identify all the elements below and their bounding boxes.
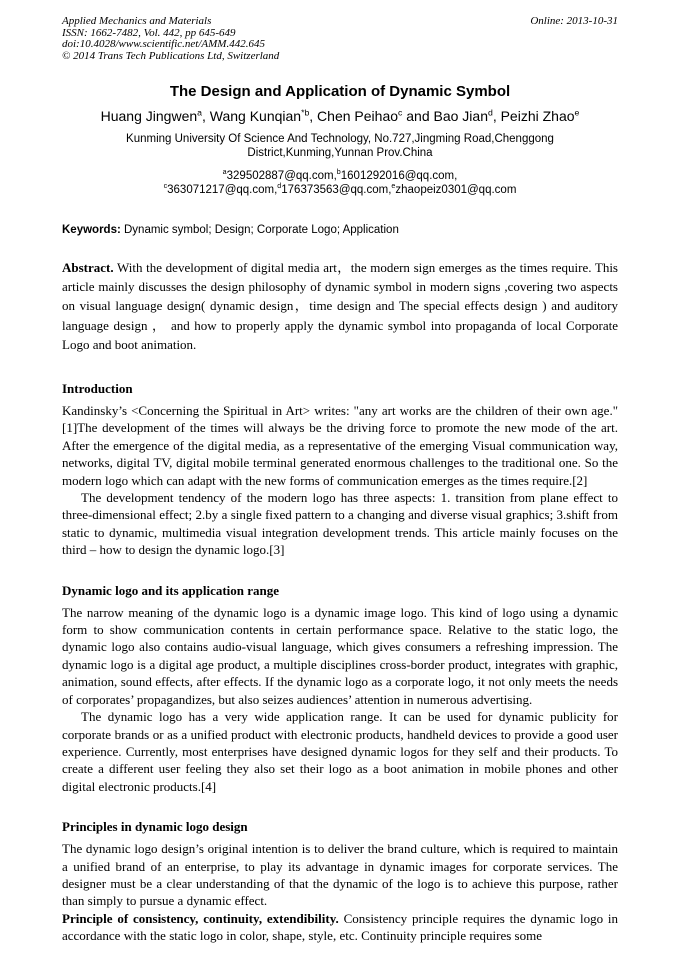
- abstract-paragraph: Abstract. With the development of digital media art，the modern sign emerges as the times require. This article mainly discusses the design philosophy of dynamic symbol in modern signs ,covering two aspects on visual language design( dynamic design，time design and The special effects design ) and auditory language design ， and how to properly apply the dynamic symbol into propaganda of local Corporate Logo and boot animation.: [62, 260, 618, 352]
- principles-paragraph-1: The dynamic logo design’s original intention is to deliver the brand culture, which is required to maintain a unified brand of an enterprise, to play its advantage in dynamic images for corporate services. The designer must be a clear understanding of that the dynamic of the logo is to achieve this purpose, rather than simply to pursue a dynamic effect.: [62, 841, 618, 909]
- affiliation-line-1: Kunming University Of Science And Technology, No.727,Jingming Road,Chenggong: [126, 133, 554, 145]
- application-range-paragraph-1: The narrow meaning of the dynamic logo is a dynamic image logo. This kind of logo using a dynamic form to show communication contents in certain performance space. Relative to the static logo, the dynamic logo also contains audio-visual language, which gives consumers a refreshing impression. The dynamic logo is a digital age product, a multiple disciplines cross-border product, integrates with graphic, animation, sound effects, after effects. If the dynamic logo as a corporate logo, it not only meets the needs of corporates’ propagandizes, but also seizes audiences’ attention in numerous advertising.: [62, 604, 618, 707]
- introduction-paragraph-1: Kandinsky’s <Concerning the Spiritual in Art> writes: "any art works are the children of their own age." [1]The development of the times will always be the driving force to promote the new mode of the art. After the emergence of the digital media, as a representative of the emerging Visual communication way, networks, digital TV, digital mobile terminal generated enormous challenges to the traditional one. So the modern logo which can adapt with the new forms of communication emerges as the times require.[2]: [62, 403, 618, 488]
- copyright-line: © 2014 Trans Tech Publications Ltd, Switzerland: [62, 49, 280, 62]
- section-heading-principles: Principles in dynamic logo design: [62, 819, 248, 835]
- journal-header-left: [62, 16, 279, 62]
- section-heading-introduction: Introduction: [62, 381, 133, 397]
- application-range-paragraph-2: The dynamic logo has a very wide application range. It can be used for dynamic publicity for corporate brands or as a unified product with electronic products, handheld devices to provide a good user experience. Currently, most enterprises have designed dynamic logos for they self and their products. To create a different user feeling they also set their logo as a boot animation in mobile phones and other digital electronic products.[4]: [62, 709, 618, 794]
- keywords-line: Keywords: Dynamic symbol; Design; Corporate Logo; Application: [62, 224, 399, 236]
- section-principles: [62, 819, 618, 944]
- emails-line-2: $^c$363071217@qq.com,$^d$176373563@qq.com,$^e$zhaopeiz0301@qq.com: [163, 182, 517, 196]
- journal-name: Applied Mechanics and Materials: [62, 15, 212, 27]
- doi-line: doi:10.4028/www.scientific.net/AMM.442.645: [62, 38, 265, 50]
- affiliation: [62, 132, 618, 160]
- issn-volume-pages: ISSN: 1662-7482, Vol. 442, pp 645-649: [62, 26, 236, 39]
- section-heading-application-range: Dynamic logo and its application range: [62, 582, 280, 598]
- emails-line-1: $^a$329502887@qq.com,$^b$1601292016@qq.com,: [222, 168, 458, 182]
- author-emails: [62, 169, 618, 197]
- authors-line: Huang Jingwen$^a$, Wang Kunqian$^{*b}$, Chen Peihao$^c$ and Bao Jian$^d$, Peizhi Zhao$^e$: [100, 107, 580, 124]
- journal-header: [62, 16, 618, 62]
- section-introduction: [62, 381, 618, 559]
- principles-paragraph-2: Principle of consistency, continuity, extendibility. Consistency principle requires the dynamic logo in accordance with the static logo in color, shape, style, etc. Continuity principle requires some: [62, 910, 618, 944]
- paper-title: The Design and Application of Dynamic Symbol: [169, 83, 511, 100]
- introduction-paragraph-2: The development tendency of the modern logo has three aspects: 1. transition from plane effect to three-dimensional effect; 2.by a single fixed pattern to a changing and diverse visual graphics; 3.shift from static to dynamic, multimedia visual integration development trends. This article mainly focuses on the third – how to design the dynamic logo.[3]: [62, 490, 618, 558]
- online-date: Online: 2013-10-31: [530, 15, 618, 27]
- affiliation-line-2: District,Kunming,Yunnan Prov.China: [247, 147, 433, 159]
- section-application-range: [62, 583, 618, 795]
